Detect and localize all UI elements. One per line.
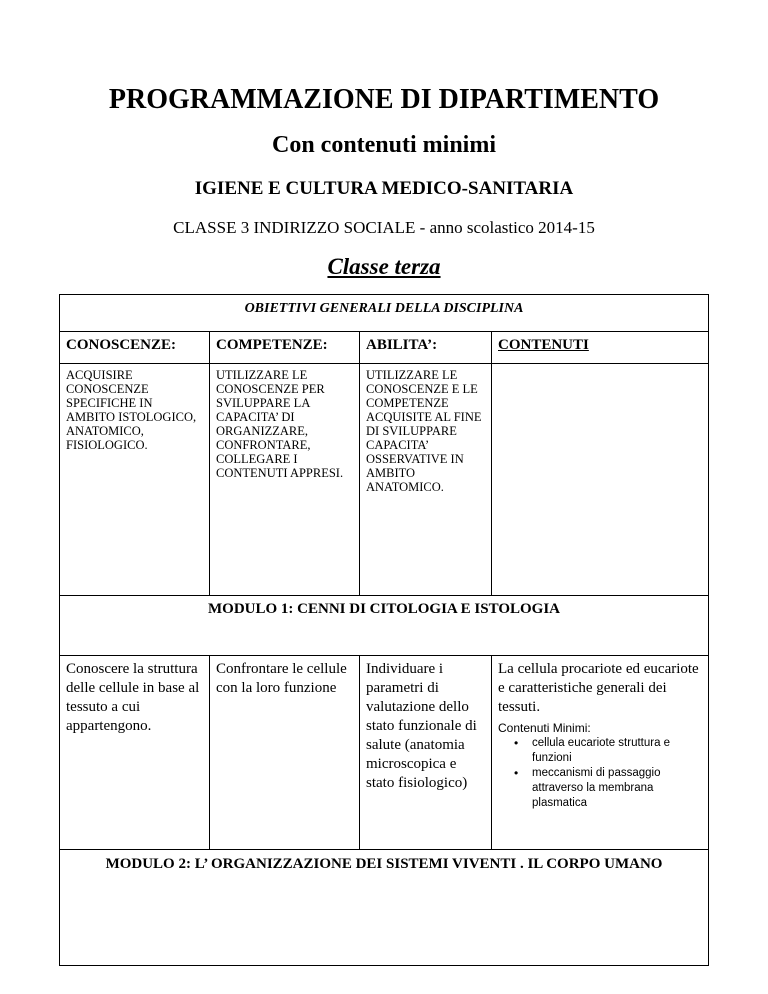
general-abilita-cell: UTILIZZARE LE CONOSCENZE E LE COMPETENZE ACQUISITE AL FINE DI SVILUPPARE CAPACITA’ OSSERVATIVE IN AMBITO ANATOMICO. [360, 364, 492, 596]
general-objectives-row [60, 364, 709, 596]
programme-table [59, 294, 709, 966]
column-header-cell [492, 332, 709, 364]
document-title: PROGRAMMAZIONE DI DIPARTIMENTO [108, 84, 660, 115]
header-contenuti: CONTENUTI [498, 337, 589, 353]
column-header-cell [60, 332, 210, 364]
module1-title-row [60, 596, 709, 656]
minimum-contents-label: Contenuti Minimi: [498, 721, 591, 735]
module1-ability: Individuare i parametri di valutazione dello stato funzionale di salute (anatomia microscopica e stato fisiologico) [360, 656, 492, 850]
document-subtitle: Con contenuti minimi [271, 132, 496, 158]
module2-title-row [60, 850, 709, 966]
objectives-title: OBIETTIVI GENERALI DELLA DISCIPLINA [244, 301, 524, 316]
module2-title: MODULO 2: L’ ORGANIZZAZIONE DEI SISTEMI VIVENTI . IL CORPO UMANO [105, 856, 663, 872]
module1-knowledge: Conoscere la struttura delle cellule in base al tessuto a cui appartengono. [60, 656, 210, 850]
module1-contents-cell [492, 656, 709, 850]
objectives-row [60, 295, 709, 332]
header-abilita: ABILITA’: [366, 337, 438, 353]
list-item: • meccanismi di passaggio attraverso la membrana plasmatica [532, 766, 702, 811]
module1-competence: Confrontare le cellule con la loro funzione [210, 656, 360, 850]
module1-contents: La cellula procariote ed eucariote e caratteristiche generali dei tessuti. [498, 661, 699, 715]
general-conoscenze-cell: ACQUISIRE CONOSCENZE SPECIFICHE IN AMBITO ISTOLOGICO, ANATOMICO, FISIOLOGICO. [60, 364, 210, 596]
column-header-cell [210, 332, 360, 364]
minimum-contents [498, 721, 702, 811]
module1-title: MODULO 1: CENNI DI CITOLOGIA E ISTOLOGIA [208, 601, 561, 617]
general-competenze-cell: UTILIZZARE LE CONOSCENZE PER SVILUPPARE LA CAPACITA’ DI ORGANIZZARE, CONFRONTARE, COLLEGARE I CONTENUTI APPRESI. [210, 364, 360, 596]
module1-body-row [60, 656, 709, 850]
section-heading: Classe terza [327, 254, 441, 279]
module2-title-cell [60, 850, 709, 966]
minimum-contents-list [498, 736, 702, 811]
column-header-cell [360, 332, 492, 364]
class-info: CLASSE 3 INDIRIZZO SOCIALE - anno scolastico 2014-15 [173, 218, 595, 237]
objectives-cell [60, 295, 709, 332]
header-conoscenze: CONOSCENZE: [66, 337, 177, 353]
list-item: • cellula eucariote struttura e funzioni [532, 736, 702, 766]
subject-heading: IGIENE E CULTURA MEDICO-SANITARIA [194, 178, 574, 199]
general-contenuti-cell [492, 364, 709, 596]
column-header-row [60, 332, 709, 364]
header-competenze: COMPETENZE: [216, 337, 328, 353]
module1-title-cell [60, 596, 709, 656]
